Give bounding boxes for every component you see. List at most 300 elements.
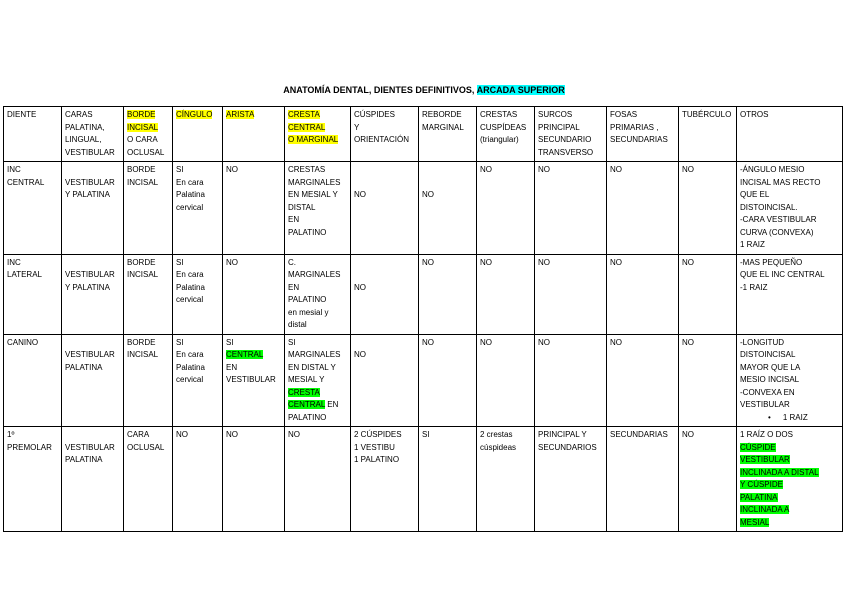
cell-line xyxy=(176,282,219,295)
cell-line xyxy=(65,454,120,467)
cell-text: SI xyxy=(176,165,184,174)
cell-line xyxy=(422,122,473,135)
cell-text: BORDE xyxy=(127,110,156,119)
cell-line xyxy=(7,109,58,122)
cell-line xyxy=(176,189,219,202)
cell-text: ARISTA xyxy=(226,110,255,119)
cell-line xyxy=(226,109,281,122)
cell-text: NO xyxy=(480,257,492,267)
cell-line xyxy=(7,442,58,455)
cell-line xyxy=(422,257,473,270)
cell-text: -CONVEXA EN xyxy=(740,387,795,397)
cell-line xyxy=(480,134,531,147)
cell-text: VESTIBULAR xyxy=(65,270,115,279)
cell-line xyxy=(65,189,120,202)
cell-fosas xyxy=(607,162,679,255)
cell-line xyxy=(176,202,219,215)
cell-line xyxy=(288,387,347,400)
cell-cuspides xyxy=(351,334,419,427)
header-reborde xyxy=(419,107,477,162)
cell-text: Y PALATINA xyxy=(65,190,110,199)
cell-reborde xyxy=(419,334,477,427)
cell-text: 1 RAÍZ O DOS xyxy=(740,430,793,439)
cell-text: Y xyxy=(354,122,360,132)
cell-line xyxy=(740,189,839,202)
cell-line xyxy=(354,454,415,467)
cell-cingulo xyxy=(173,162,223,255)
cell-text: -1 RAIZ xyxy=(740,282,768,292)
cell-arista xyxy=(223,254,285,334)
cell-line xyxy=(422,429,473,442)
cell-cuspides xyxy=(351,162,419,255)
cell-line xyxy=(288,109,347,122)
cell-line xyxy=(65,337,120,350)
cell-caras xyxy=(62,427,124,532)
cell-text: NO xyxy=(538,165,550,174)
cell-line xyxy=(740,412,839,425)
table-row-premolar-1 xyxy=(4,427,843,532)
cell-line xyxy=(288,307,347,320)
cell-line xyxy=(740,454,839,467)
cell-text: MESIAL xyxy=(740,517,770,527)
cell-line xyxy=(354,442,415,455)
cell-text: SURCOS xyxy=(538,110,573,119)
cell-reborde xyxy=(419,254,477,334)
cell-text: Y PALATINA xyxy=(65,282,110,292)
cell-text: REBORDE xyxy=(422,110,462,119)
cell-line xyxy=(127,257,169,270)
cell-text: Palatina xyxy=(176,282,205,292)
cell-text xyxy=(422,178,424,187)
cell-text: DISTOINCISAL. xyxy=(740,202,798,212)
cell-line xyxy=(538,442,603,455)
cell-text: BORDE xyxy=(127,257,156,267)
cell-text: VESTIBULAR xyxy=(740,400,790,409)
cell-text: INCISAL xyxy=(127,177,159,187)
cell-line xyxy=(288,429,347,442)
cell-line xyxy=(65,362,120,375)
cell-text: En cara xyxy=(176,177,204,187)
cell-crestas_cuspideas xyxy=(477,334,535,427)
cell-reborde xyxy=(419,162,477,255)
cell-line xyxy=(176,349,219,362)
cell-text: O CARA xyxy=(127,135,158,144)
cell-line xyxy=(127,177,169,190)
cell-line xyxy=(65,269,120,282)
table-row-inc-lateral xyxy=(4,254,843,334)
cell-text: NO xyxy=(354,190,366,199)
cell-cresta xyxy=(285,162,351,255)
cell-diente xyxy=(4,427,62,532)
cell-line xyxy=(740,239,839,252)
cell-line xyxy=(288,269,347,282)
cell-text: DISTOINCISAL xyxy=(740,350,796,359)
cell-text xyxy=(65,338,67,347)
cell-text: NO xyxy=(226,430,238,439)
cell-text: -MAS PEQUEÑO xyxy=(740,257,803,267)
cell-text: 1 RAIZ xyxy=(782,412,808,422)
cell-text: VESTIBULAR xyxy=(65,147,115,157)
cell-text: EN xyxy=(288,215,300,224)
cell-line xyxy=(538,147,603,160)
cell-line xyxy=(740,227,839,240)
cell-line xyxy=(354,282,415,295)
header-fosas xyxy=(607,107,679,162)
cell-text: CUSPÍDEAS xyxy=(480,122,527,132)
cell-line xyxy=(538,164,603,177)
header-crestas_cuspideas xyxy=(477,107,535,162)
cell-arista xyxy=(223,427,285,532)
cell-text xyxy=(354,165,356,174)
cell-text: PALATINA, xyxy=(65,122,105,132)
cell-line xyxy=(65,429,120,442)
cell-line xyxy=(682,337,733,350)
cell-line xyxy=(226,257,281,270)
cell-line xyxy=(127,164,169,177)
cell-text: PALATINO xyxy=(288,412,327,422)
cell-line xyxy=(127,429,169,442)
cell-line xyxy=(740,337,839,350)
cell-line xyxy=(65,282,120,295)
cell-text: cervical xyxy=(176,375,204,384)
cell-line xyxy=(65,177,120,190)
cell-surcos xyxy=(535,162,607,255)
cell-line xyxy=(127,147,169,160)
header-cingulo xyxy=(173,107,223,162)
cell-text: PALATINA xyxy=(65,455,103,464)
cell-line xyxy=(740,177,839,190)
cell-line xyxy=(354,349,415,362)
cell-line xyxy=(480,257,531,270)
cell-text: VESTIBULAR xyxy=(65,350,115,359)
cell-line xyxy=(226,362,281,375)
cell-text xyxy=(354,178,356,187)
cell-text: MESIAL Y xyxy=(288,375,325,384)
cell-diente xyxy=(4,254,62,334)
cell-cingulo xyxy=(173,427,223,532)
cell-text: CARAS xyxy=(65,110,93,119)
cell-text: NO xyxy=(682,430,694,439)
cell-line xyxy=(480,442,531,455)
cell-line xyxy=(610,134,675,147)
cell-text: MARGINAL xyxy=(422,122,464,132)
cell-line xyxy=(176,109,219,122)
header-arista xyxy=(223,107,285,162)
cell-line xyxy=(740,164,839,177)
cell-text: INCLINADA A DISTAL xyxy=(740,467,819,477)
cell-line xyxy=(480,337,531,350)
header-caras xyxy=(62,107,124,162)
cell-text xyxy=(354,270,356,279)
title-text: ANATOMÍA DENTAL, DIENTES DEFINITIVOS, xyxy=(283,85,477,95)
cell-text: 1 PALATINO xyxy=(354,455,400,464)
cell-line xyxy=(7,269,58,282)
cell-line xyxy=(354,257,415,270)
cell-line xyxy=(65,109,120,122)
cell-text: NO xyxy=(422,257,434,267)
cell-line xyxy=(288,214,347,227)
cell-arista xyxy=(223,334,285,427)
cell-line xyxy=(480,122,531,135)
cell-text: SI xyxy=(176,337,184,347)
cell-text: en mesial y xyxy=(288,307,329,317)
cell-text: SECUNDARIAS xyxy=(610,135,668,144)
cell-line xyxy=(65,164,120,177)
cell-cuspides xyxy=(351,427,419,532)
cell-text: EN xyxy=(226,362,238,372)
cell-text: NO xyxy=(610,337,622,347)
cell-text: NO xyxy=(422,190,434,199)
cell-line xyxy=(740,467,839,480)
cell-line xyxy=(176,429,219,442)
cell-borde xyxy=(124,334,173,427)
cell-line xyxy=(7,164,58,177)
cell-tuberculo xyxy=(679,162,737,255)
cell-line xyxy=(127,349,169,362)
cell-tuberculo xyxy=(679,334,737,427)
cell-line xyxy=(288,319,347,332)
cell-text: SI xyxy=(176,257,184,267)
cell-text: CENTRAL xyxy=(288,122,326,132)
cell-text: -LONGITUD xyxy=(740,337,784,347)
cell-diente xyxy=(4,334,62,427)
cell-tuberculo xyxy=(679,254,737,334)
cell-line xyxy=(354,189,415,202)
cell-text: 1º xyxy=(7,430,15,439)
cell-line xyxy=(740,504,839,517)
cell-text: SI xyxy=(288,337,296,347)
cell-line xyxy=(288,399,347,412)
cell-line xyxy=(610,429,675,442)
header-otros xyxy=(737,107,843,162)
cell-text: VESTIBULAR xyxy=(65,442,115,452)
cell-text: QUE EL INC CENTRAL xyxy=(740,270,825,279)
cell-text: -ÁNGULO MESIO xyxy=(740,165,805,174)
cell-line xyxy=(610,122,675,135)
cell-text: INCISAL xyxy=(127,122,159,132)
cell-line xyxy=(740,399,839,412)
cell-line xyxy=(288,202,347,215)
cell-line xyxy=(610,164,675,177)
cell-line xyxy=(610,337,675,350)
cell-line xyxy=(7,429,58,442)
page-title xyxy=(0,85,848,95)
cell-line xyxy=(226,164,281,177)
cell-text: VESTIBULAR xyxy=(65,177,115,187)
cell-text: cervical xyxy=(176,295,204,304)
cell-text: NO xyxy=(610,165,622,174)
cell-text xyxy=(354,258,356,267)
cell-text: CARA xyxy=(127,430,150,439)
cell-fosas xyxy=(607,334,679,427)
cell-line xyxy=(740,374,839,387)
cell-text: LINGUAL, xyxy=(65,135,102,144)
header-diente xyxy=(4,107,62,162)
cell-cresta xyxy=(285,427,351,532)
table-row-inc-central xyxy=(4,162,843,255)
cell-line xyxy=(65,147,120,160)
cell-text: TRANSVERSO xyxy=(538,147,594,157)
cell-line xyxy=(740,269,839,282)
cell-text: cúspideas xyxy=(480,442,517,452)
cell-line xyxy=(176,374,219,387)
cell-line xyxy=(740,429,839,442)
cell-line xyxy=(682,164,733,177)
cell-text: NO xyxy=(354,350,366,359)
cell-crestas_cuspideas xyxy=(477,162,535,255)
cell-text: 1 VESTIBU xyxy=(354,442,395,452)
cell-text: QUE EL xyxy=(740,190,770,199)
cell-text: INCLINADA A xyxy=(740,505,790,514)
cell-borde xyxy=(124,254,173,334)
cell-text: Y CÚSPIDE xyxy=(740,480,783,489)
cell-text: distal xyxy=(288,320,307,329)
cell-text: O MARGINAL xyxy=(288,135,339,144)
cell-text: CRESTAS xyxy=(480,110,518,119)
cell-line xyxy=(65,442,120,455)
cell-line xyxy=(740,109,839,122)
cell-line xyxy=(176,177,219,190)
cell-line xyxy=(422,337,473,350)
cell-line xyxy=(65,122,120,135)
cell-line xyxy=(354,177,415,190)
cell-text: PALATINO xyxy=(288,295,327,304)
cell-line xyxy=(288,189,347,202)
cell-text: DISTAL xyxy=(288,202,316,212)
cell-text xyxy=(354,338,356,347)
cell-borde xyxy=(124,427,173,532)
cell-fosas xyxy=(607,427,679,532)
cell-line xyxy=(176,294,219,307)
cell-line xyxy=(610,257,675,270)
cell-text: MAYOR QUE LA xyxy=(740,362,801,372)
cell-text xyxy=(65,258,67,267)
cell-reborde xyxy=(419,427,477,532)
cell-text: NO xyxy=(610,257,622,267)
cell-line xyxy=(538,429,603,442)
cell-text: ORIENTACIÓN xyxy=(354,135,409,144)
cell-text: SECUNDARIO xyxy=(538,135,592,144)
cell-line xyxy=(288,227,347,240)
cell-line xyxy=(127,269,169,282)
cell-text: NO xyxy=(226,257,238,267)
header-row xyxy=(4,107,843,162)
header-borde xyxy=(124,107,173,162)
cell-line xyxy=(422,109,473,122)
cell-line xyxy=(354,122,415,135)
cell-line xyxy=(65,257,120,270)
cell-line xyxy=(176,337,219,350)
cell-line xyxy=(176,257,219,270)
cell-text: PALATINO xyxy=(288,227,327,237)
cell-text: NO xyxy=(422,337,434,347)
cell-line xyxy=(740,202,839,215)
cell-text: CÚSPIDE xyxy=(740,442,776,452)
cell-text: NO xyxy=(480,337,492,347)
cell-text: MESIO INCISAL xyxy=(740,375,800,384)
cell-text: MARGINALES xyxy=(288,350,341,359)
cell-line xyxy=(422,189,473,202)
cell-text xyxy=(65,165,67,174)
cell-text: PREMOLAR xyxy=(7,442,52,452)
cell-text: CENTRAL xyxy=(226,350,264,359)
cell-line xyxy=(7,257,58,270)
cell-line xyxy=(740,257,839,270)
cell-text: NO xyxy=(354,282,366,292)
cell-line xyxy=(127,134,169,147)
cell-line xyxy=(7,337,58,350)
cell-text: CENTRAL xyxy=(288,400,326,409)
cell-line xyxy=(288,337,347,350)
cell-text: 1 RAIZ xyxy=(740,240,765,249)
cell-text: TUBÉRCULO xyxy=(682,110,732,119)
cell-text: BORDE xyxy=(127,337,156,347)
cell-line xyxy=(538,122,603,135)
cell-text: EN DISTAL Y xyxy=(288,362,336,372)
cell-otros xyxy=(737,334,843,427)
cell-line xyxy=(127,442,169,455)
cell-surcos xyxy=(535,334,607,427)
cell-line xyxy=(682,109,733,122)
cell-cresta xyxy=(285,254,351,334)
cell-line xyxy=(176,362,219,375)
cell-line xyxy=(740,517,839,530)
cell-line xyxy=(538,337,603,350)
cell-text xyxy=(65,430,67,439)
cell-text: VESTIBULAR xyxy=(740,455,790,464)
cell-text: CENTRAL xyxy=(7,177,45,187)
cell-text: PALATINA xyxy=(65,362,103,372)
cell-surcos xyxy=(535,427,607,532)
cell-line xyxy=(740,214,839,227)
cell-caras xyxy=(62,162,124,255)
cell-text: En cara xyxy=(176,350,204,359)
cell-line xyxy=(288,294,347,307)
cell-line xyxy=(176,164,219,177)
cell-line xyxy=(480,429,531,442)
cell-text: SECUNDARIAS xyxy=(610,430,668,439)
cell-line xyxy=(288,349,347,362)
cell-line xyxy=(288,122,347,135)
cell-line xyxy=(538,257,603,270)
cell-text: PRINCIPAL Y xyxy=(538,430,587,439)
cell-line xyxy=(288,282,347,295)
cell-text: NO xyxy=(288,430,300,439)
cell-text xyxy=(422,165,424,174)
cell-line xyxy=(354,429,415,442)
cell-text: NO xyxy=(682,337,694,347)
cell-line xyxy=(538,134,603,147)
header-cresta xyxy=(285,107,351,162)
header-tuberculo xyxy=(679,107,737,162)
cell-crestas_cuspideas xyxy=(477,254,535,334)
cell-line xyxy=(288,412,347,425)
cell-text: OTROS xyxy=(740,110,769,119)
cell-line xyxy=(740,362,839,375)
cell-otros xyxy=(737,162,843,255)
cell-line xyxy=(127,109,169,122)
cell-text: CRESTAS xyxy=(288,165,326,174)
cell-text: CRESTA xyxy=(288,387,320,397)
cell-line xyxy=(740,282,839,295)
cell-text: C. xyxy=(288,257,296,267)
cell-text: PRINCIPAL xyxy=(538,122,580,132)
cell-text: INCISAL xyxy=(127,350,159,359)
cell-text: NO xyxy=(176,430,188,439)
cell-text: CURVA (CONVEXA) xyxy=(740,227,814,237)
cell-text: CRESTA xyxy=(288,110,320,119)
cell-line xyxy=(226,429,281,442)
